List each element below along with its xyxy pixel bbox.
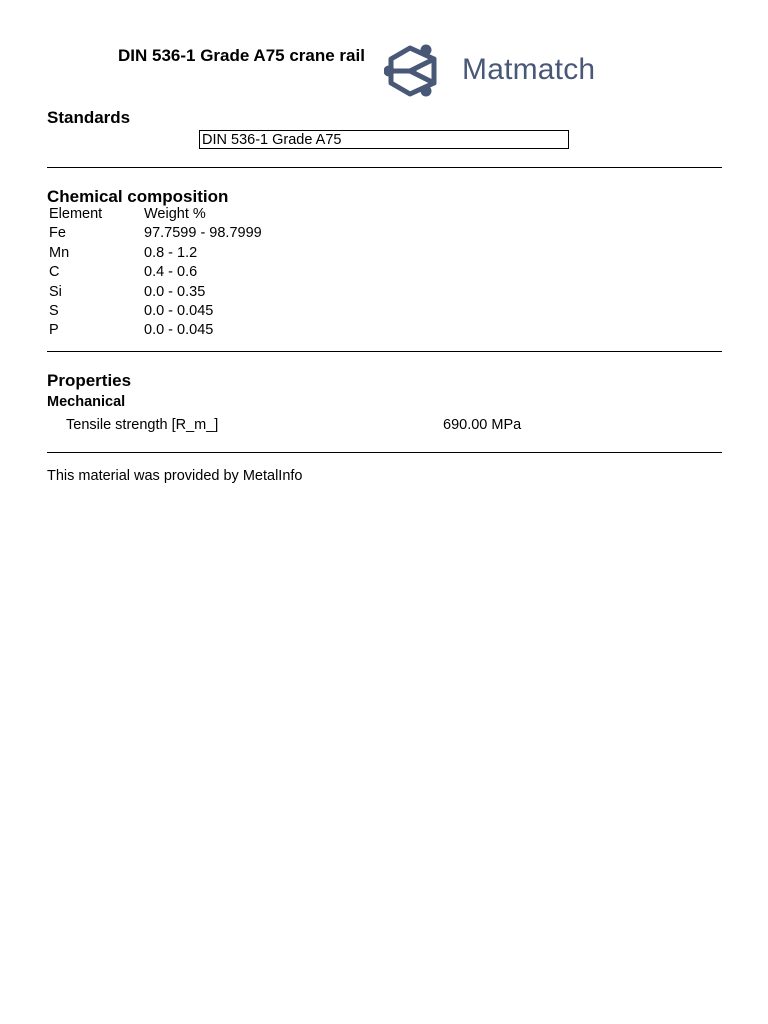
element-cell: Fe (49, 225, 66, 242)
weight-cell: 0.8 - 1.2 (144, 244, 198, 261)
brand-name: Matmatch (462, 53, 596, 86)
property-value: 690.00 MPa (443, 417, 522, 433)
properties-heading: Properties (47, 371, 132, 390)
weight-cell: 0.0 - 0.045 (144, 322, 214, 339)
property-group-mechanical: Mechanical (47, 394, 126, 410)
divider (47, 351, 722, 352)
chemical-composition-heading: Chemical composition (47, 187, 229, 206)
weight-cell: 97.7599 - 98.7999 (144, 225, 262, 242)
divider (47, 452, 722, 453)
divider (47, 167, 722, 168)
element-cell: Si (49, 283, 62, 300)
provider-note: This material was provided by MetalInfo (47, 468, 303, 484)
element-cell: C (49, 264, 60, 281)
matmatch-logo (384, 42, 624, 100)
property-name: Tensile strength [R_m_] (66, 417, 219, 433)
element-cell: P (49, 322, 59, 339)
element-cell: Mn (49, 244, 70, 261)
standards-heading: Standards (47, 108, 131, 127)
matmatch-hexagon-logo-icon (384, 42, 448, 100)
standard-item: DIN 536-1 Grade A75 (199, 130, 569, 149)
weight-cell: 0.0 - 0.045 (144, 303, 214, 319)
weight-cell: 0.4 - 0.6 (144, 264, 198, 281)
column-header-weight: Weight % (144, 206, 206, 222)
document-title: DIN 536-1 Grade A75 crane rail (118, 46, 365, 65)
weight-cell: 0.0 - 0.35 (144, 283, 206, 300)
column-header-element: Element (49, 206, 103, 222)
element-cell: S (49, 303, 59, 319)
